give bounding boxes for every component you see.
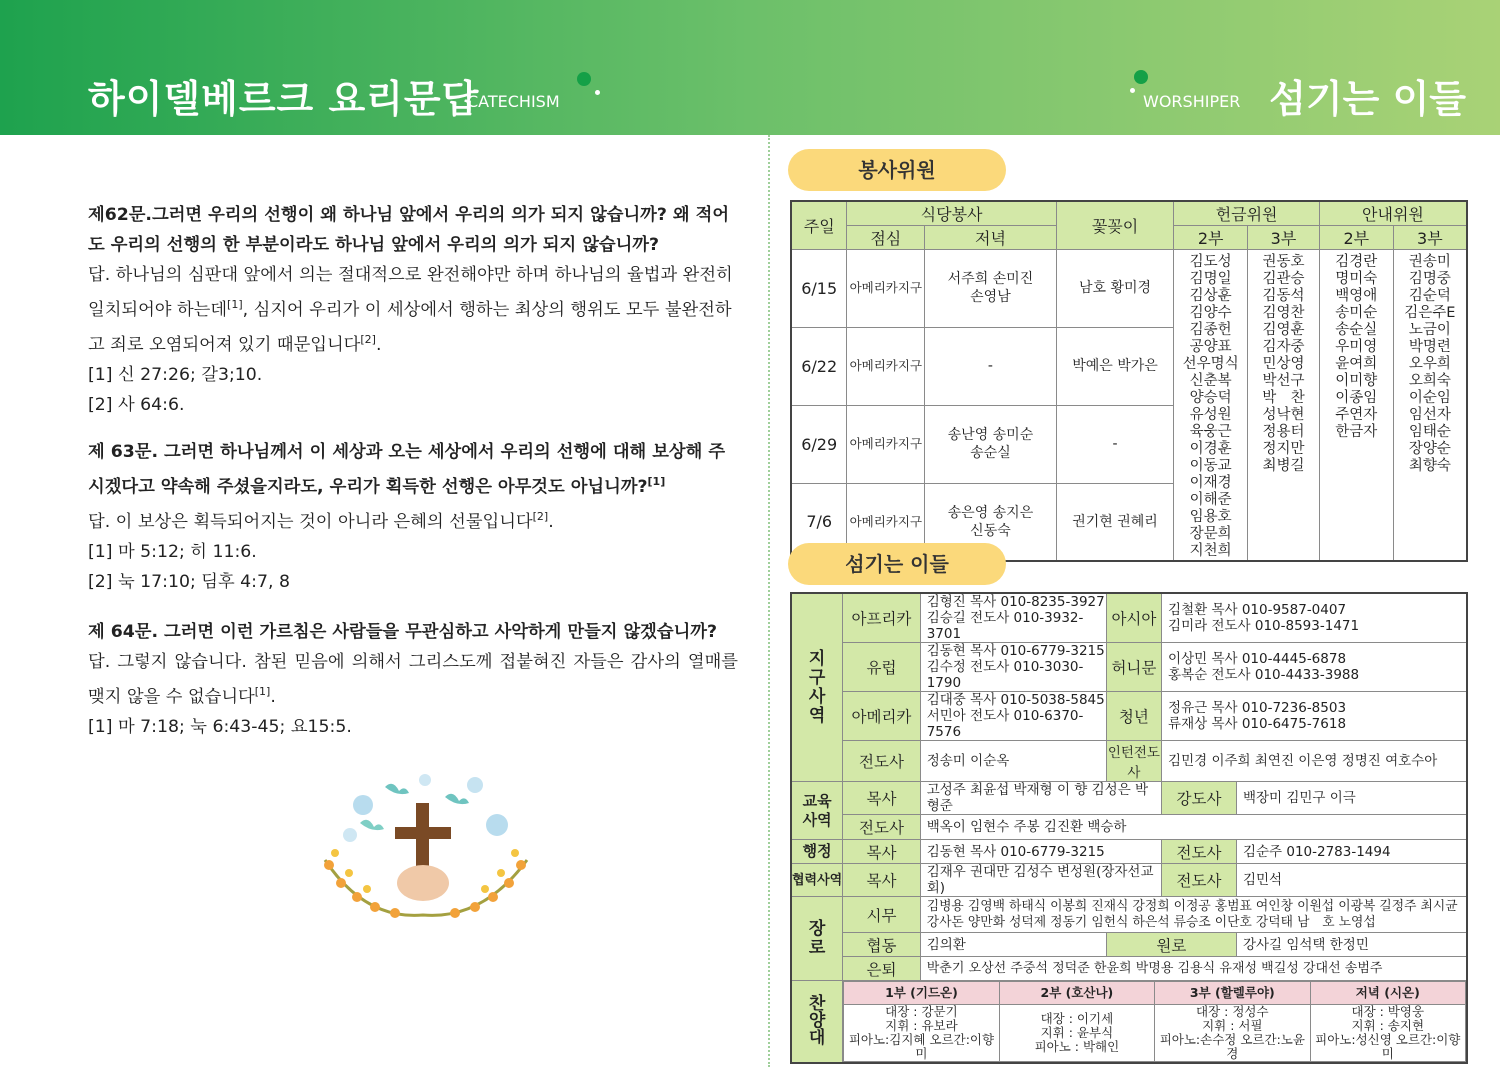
catechism-q62 <box>88 200 738 420</box>
worshiper-title: 섬기는 이들 <box>1269 77 1466 121</box>
choir-info: 대장 : 정성수 지휘 : 서필 피아노:손수정 오르간:노윤경 <box>1155 1005 1310 1062</box>
america-label: 아메리카 <box>843 692 920 741</box>
choir-name: 3부 (할렐루야) <box>1155 982 1310 1005</box>
choir-name: 1부 (기드온) <box>844 982 999 1005</box>
row-dinner: 서주희 손미진 손영남 <box>925 250 1057 328</box>
coop-evangelist-label: 전도사 <box>1162 864 1237 897</box>
answer-text: 답. 그렇지 않습니다. 참된 믿음에 의해서 그리스도께 접붙혀진 자들은 감사의 열매를 맺지 않을 수 없습니다[1]. <box>88 652 738 707</box>
admin-evangelist-label: 전도사 <box>1162 840 1237 864</box>
choir-name: 저녁 (시온) <box>1310 982 1465 1005</box>
elder-emeritus-value: 강사길 임석택 한정민 <box>1236 933 1467 957</box>
youth-label: 청년 <box>1106 692 1161 741</box>
intern-value: 김민경 이주희 최연진 이은영 정명진 여호수아 <box>1162 741 1467 782</box>
choir-info: 대장 : 이기세 지휘 : 윤부식 피아노 : 박해인 <box>999 1005 1154 1062</box>
white-dot-icon <box>1130 88 1135 93</box>
catechism-q63 <box>88 437 738 597</box>
admin-pastor-label: 목사 <box>843 840 920 864</box>
edu-pastor-value: 고성주 최윤섭 박재형 이 향 김성은 박형준 <box>920 782 1161 815</box>
usher-2bu-names: 김경란 명미숙 백영애 송미순 송순실 우미영 윤여희 이미향 이종임 주연자 한금자 <box>1319 250 1393 562</box>
honeymoon-label: 허니문 <box>1106 643 1161 692</box>
green-dot-icon <box>577 72 591 86</box>
green-dot-icon <box>1134 70 1148 84</box>
catechism-q64 <box>88 617 738 742</box>
edu-pastor-label: 목사 <box>843 782 920 815</box>
worshiper-subtitle: WORSHIPER <box>1143 92 1241 111</box>
row-date: 7/6 <box>791 483 847 561</box>
header-meal: 식당봉사 <box>847 201 1056 226</box>
answer-text: 답. 하나님의 심판대 앞에서 의는 절대적으로 완전해야만 하며 하나님의 율법과 완전히 일치되어야 하는데[1], 심지어 우리가 이 세상에서 행하는 최상의 행위도 모두 불완전하고 죄로 오염되어져 있기 때문입니다[2]. <box>88 265 733 355</box>
row-flower: 권기현 권혜리 <box>1056 483 1174 561</box>
reference-text: [2] 사 64:6. <box>88 394 185 415</box>
servants-table <box>790 592 1468 1064</box>
row-dinner: - <box>925 327 1057 405</box>
choir-table <box>843 981 1466 1062</box>
header-offering: 헌금위원 <box>1174 201 1320 226</box>
header-dinner: 저녁 <box>925 226 1057 250</box>
catechism-subtitle: CATECHISM <box>467 92 560 111</box>
cross-wreath-illustration <box>305 765 545 925</box>
honeymoon-value: 이상민 목사 010-4445-6878 홍복순 전도사 010-4433-3988 <box>1162 643 1467 692</box>
coop-pastor-value: 김재우 권대만 김성수 변성원(장자선교회) <box>920 864 1161 897</box>
reference-text: [2] 눅 17:10; 딤후 4:7, 8 <box>88 571 290 592</box>
choir-label: 찬 양 대 <box>791 981 843 1064</box>
servants-title: 섬기는 이들 <box>788 543 1006 585</box>
offering-3bu-names: 권동호 김관승 김동석 김영찬 김영훈 김자중 민상영 박선구 박 찬 성낙현 정용터 정지만 최병길 <box>1248 250 1320 562</box>
row-lunch: 아메리카지구 <box>847 250 925 328</box>
edu-evangelist-label: 전도사 <box>843 815 920 840</box>
offering-2bu-names: 김도성 김명일 김상훈 김양수 김종헌 공양표 선우명식 신춘복 양승덕 유성원 육웅근 이경훈 이동교 이재경 이해준 임용호 장문희 지천희 <box>1174 250 1248 562</box>
row-lunch: 아메리카지구 <box>847 405 925 483</box>
europe-value: 김동현 목사 010-6779-3215 김수정 전도사 010-3030-1790 <box>920 643 1106 692</box>
header-date: 주일 <box>791 201 847 250</box>
header-flower: 꽃꽂이 <box>1056 201 1174 250</box>
reference-text: [1] 마 5:12; 히 11:6. <box>88 541 257 562</box>
usher-3bu-names: 권송미 김명중 김순덕 김은주E 노금이 박명련 오우희 오희숙 이순임 임선자 임태순 장양순 최향숙 <box>1393 250 1467 562</box>
africa-label: 아프리카 <box>843 593 920 643</box>
header-offering-2bu: 2부 <box>1174 226 1248 250</box>
cooperation-label: 협력사역 <box>791 864 843 897</box>
question-text: 제 64문. 그러면 이런 가르침은 사람들을 무관심하고 사악하게 만들지 않겠습니까? <box>88 622 717 642</box>
reference-text: [1] 신 27:26; 갈3;10. <box>88 364 263 385</box>
catechism-title: 하이델베르크 요리문답 <box>88 77 480 121</box>
row-dinner: 송은영 송지은 신동숙 <box>925 483 1057 561</box>
africa-value: 김형진 목사 010-8235-3927 김승길 전도사 010-3932-3701 <box>920 593 1106 643</box>
elder-coop-label: 협동 <box>843 933 920 957</box>
header-offering-3bu: 3부 <box>1248 226 1320 250</box>
row-date: 6/22 <box>791 327 847 405</box>
edu-evangelist-value: 백옥이 임현수 주봉 김진환 백승하 <box>920 815 1467 840</box>
youth-value: 정유근 목사 010-7236-8503 류재상 목사 010-6475-7618 <box>1162 692 1467 741</box>
lecturer-label: 강도사 <box>1162 782 1237 815</box>
asia-value: 김철환 목사 010-9587-0407 김미라 전도사 010-8593-1471 <box>1162 593 1467 643</box>
header-banner <box>0 0 1500 135</box>
choir-info: 대장 : 박영웅 지휘 : 송지현 피아노:성신영 오르간:이향미 <box>1310 1005 1465 1062</box>
elder-active-value: 김병용 김영백 하태식 이봉희 진재식 강정희 이정공 홍범표 여인창 이원섭 이광복 길정주 최시균 강사돈 양만화 성덕제 정동기 임헌식 하은석 류승조 이단호 강덕태 남 호 노영섭 <box>920 897 1467 933</box>
choir-info: 대장 : 강문기 지휘 : 유보라 피아노:김지혜 오르간:이향미 <box>844 1005 999 1062</box>
volunteers-title: 봉사위원 <box>788 149 1006 191</box>
admin-label: 행정 <box>791 840 843 864</box>
elder-retired-value: 박춘기 오상선 주중석 정덕준 한윤희 박명용 김용식 유재성 백길성 강대선 송범주 <box>920 957 1467 981</box>
row-date: 6/15 <box>791 250 847 328</box>
header-usher-2bu: 2부 <box>1319 226 1393 250</box>
question-text: 제62문.그러면 우리의 선행이 왜 하나님 앞에서 우리의 의가 되지 않습니까? 왜 적어도 우리의 선행의 한 부분이라도 하나님 앞에서 우리의 의가 되지 않습니까? <box>88 205 730 255</box>
elder-active-label: 시무 <box>843 897 920 933</box>
row-date: 6/29 <box>791 405 847 483</box>
answer-text: 답. 이 보상은 획득되어지는 것이 아니라 은혜의 선물입니다[2]. <box>88 509 554 532</box>
elder-coop-value: 김의환 <box>920 933 1106 957</box>
white-dot-icon <box>595 90 600 95</box>
row-lunch: 아메리카지구 <box>847 327 925 405</box>
choir-name: 2부 (호산나) <box>999 982 1154 1005</box>
admin-evangelist-value: 김순주 010-2783-1494 <box>1236 840 1467 864</box>
lecturer-value: 백장미 김민구 이극 <box>1236 782 1467 815</box>
row-flower: - <box>1056 405 1174 483</box>
intern-label: 인턴전도사 <box>1106 741 1161 782</box>
region-evangelist-label: 전도사 <box>843 741 920 782</box>
row-flower: 박예은 박가은 <box>1056 327 1174 405</box>
row-flower: 남호 황미경 <box>1056 250 1174 328</box>
coop-evangelist-value: 김민석 <box>1236 864 1467 897</box>
page-divider <box>768 135 770 1067</box>
america-value: 김대중 목사 010-5038-5845 서민아 전도사 010-6370-7576 <box>920 692 1106 741</box>
question-text: 제 63문. 그러면 하나님께서 이 세상과 오는 세상에서 우리의 선행에 대해 보상해 주시겠다고 약속해 주셨을지라도, 우리가 획득한 선행은 아무것도 아닙니까?[1] <box>88 442 726 497</box>
volunteers-table <box>790 200 1468 562</box>
region-evangelist-value: 정송미 이순옥 <box>920 741 1106 782</box>
elder-retired-label: 은퇴 <box>843 957 920 981</box>
elder-label: 장 로 <box>791 897 843 981</box>
header-lunch: 점심 <box>847 226 925 250</box>
header-usher: 안내위원 <box>1319 201 1467 226</box>
row-lunch: 아메리카지구 <box>847 483 925 561</box>
region-label: 지 구 사 역 <box>791 593 843 782</box>
row-dinner: 송난영 송미순 송순실 <box>925 405 1057 483</box>
education-label: 교육 사역 <box>791 782 843 840</box>
reference-text: [1] 마 7:18; 눅 6:43-45; 요15:5. <box>88 716 352 737</box>
header-usher-3bu: 3부 <box>1393 226 1467 250</box>
elder-emeritus-label: 원로 <box>1106 933 1236 957</box>
europe-label: 유럽 <box>843 643 920 692</box>
admin-pastor-value: 김동현 목사 010-6779-3215 <box>920 840 1161 864</box>
coop-pastor-label: 목사 <box>843 864 920 897</box>
asia-label: 아시아 <box>1106 593 1161 643</box>
